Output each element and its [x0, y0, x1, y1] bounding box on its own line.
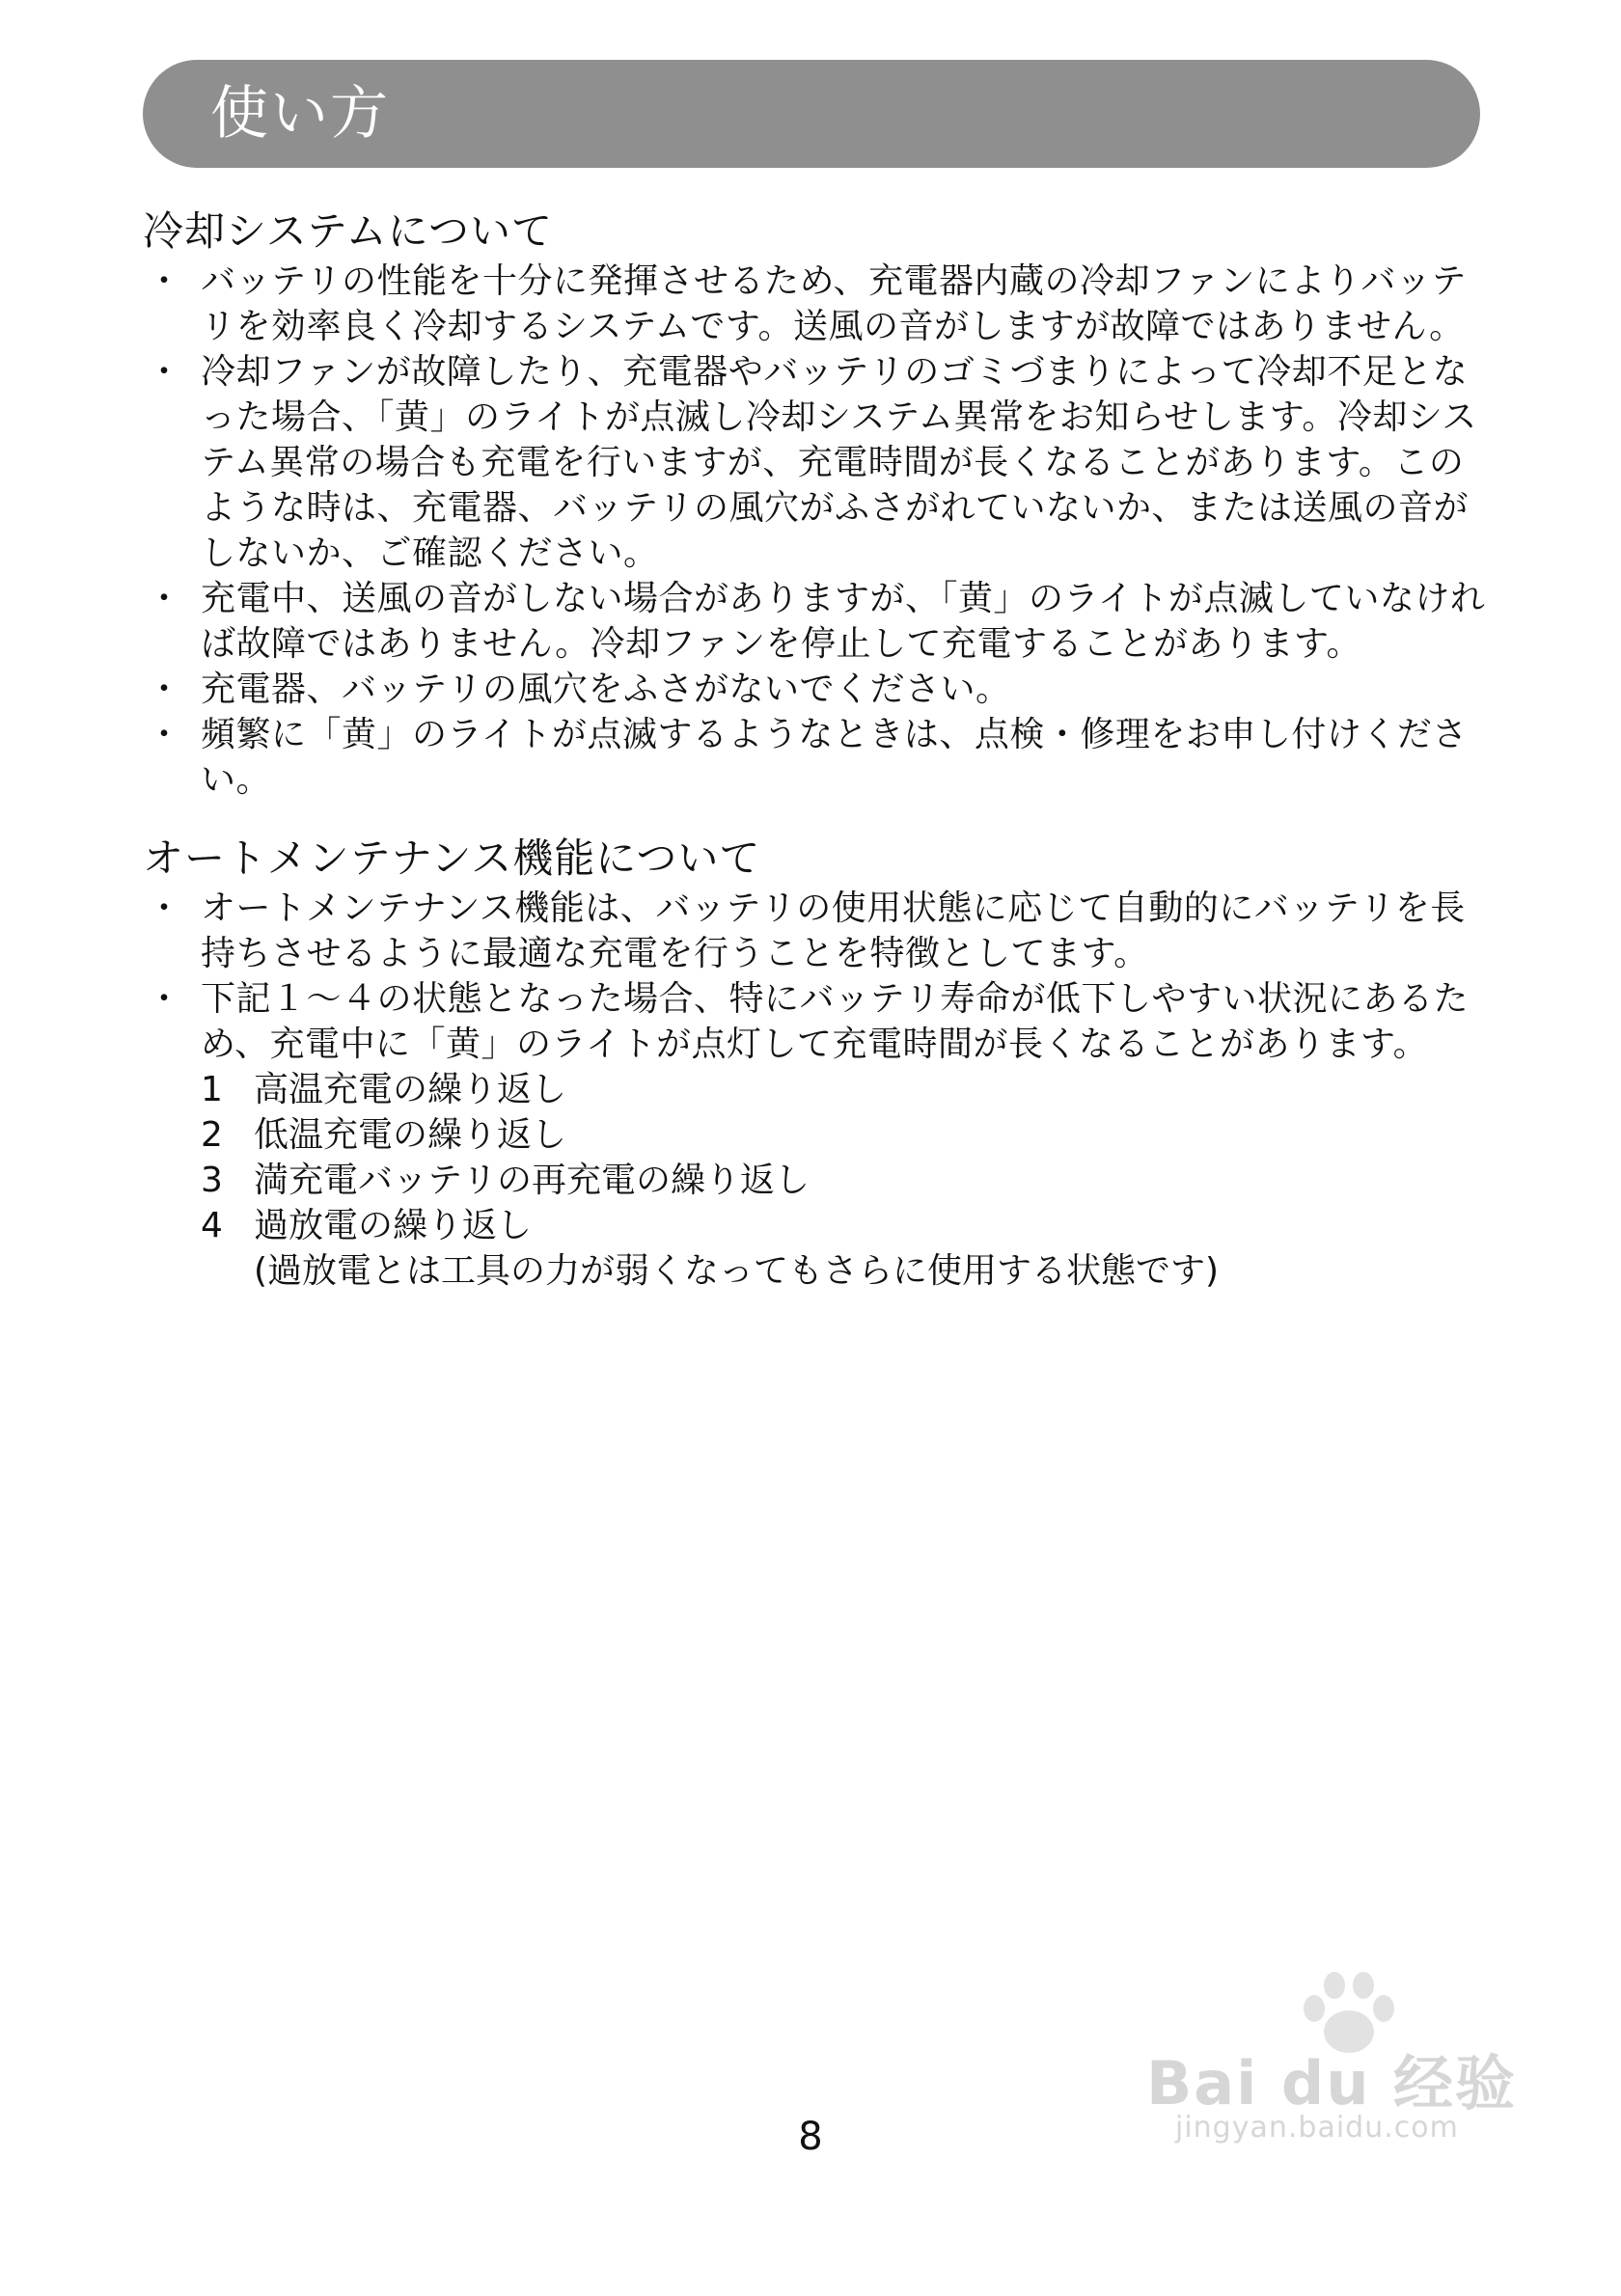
condition-text: 満充電バッテリの再充電の繰り返し	[254, 1161, 810, 1200]
watermark-url: jingyan.baidu.com	[1175, 2111, 1459, 2145]
list-item	[143, 576, 1486, 667]
bullet-marker: ・	[147, 352, 182, 392]
list-item-text: オートメンテナンス機能は、バッテリの使用状態に応じて自動的にバッテリを長持ちさせるように最適な充電を行うことを特徴としてます。	[201, 888, 1466, 973]
list-item-text: 頻繁に「黄」のライトが点滅するようなときは、点検・修理をお申し付けください。	[201, 715, 1468, 800]
list-item	[143, 712, 1486, 803]
condition-text: 過放電の繰り返し	[254, 1206, 533, 1245]
list-item-text: バッテリの性能を十分に発揮させるため、充電器内蔵の冷却ファンによりバッテリを効率良く冷却するシステムです。送風の音がしますが故障ではありません。	[201, 261, 1467, 346]
condition-number: 3	[201, 1161, 223, 1200]
condition-number: 4	[201, 1206, 223, 1245]
condition-item	[143, 1203, 1486, 1248]
list-item	[143, 667, 1486, 712]
bullet-list	[143, 259, 1486, 803]
list-item	[143, 886, 1486, 976]
condition-item	[143, 1112, 1486, 1158]
list-item	[143, 259, 1486, 349]
bullet-marker: ・	[147, 670, 182, 709]
list-item	[143, 976, 1486, 1067]
condition-item	[143, 1158, 1486, 1203]
bullet-marker: ・	[147, 888, 182, 928]
over-discharge-note: (過放電とは工具の力が弱くなってもさらに使用する状態です)	[254, 1251, 1220, 1291]
main-content	[143, 205, 1486, 1294]
watermark-logo: Bai du 经验	[1146, 2048, 1518, 2118]
section-header-bar	[143, 60, 1480, 168]
list-item	[143, 349, 1486, 576]
cooling-system-section	[143, 205, 1486, 803]
section-heading: オートメンテナンス機能について	[143, 834, 761, 882]
list-item-text: 充電中、送風の音がしない場合がありますが、「黄」のライトが点滅していなければ故障ではありません。冷却ファンを停止して充電することがあります。	[201, 579, 1486, 664]
page-number: 8	[798, 2115, 823, 2159]
condition-number: 1	[201, 1070, 223, 1109]
list-item-text: 下記１～４の状態となった場合、特にバッテリ寿命が低下しやすい状況にあるため、充電中に「黄」のライトが点灯して充電時間が長くなることがあります。	[201, 979, 1470, 1064]
bullet-marker: ・	[147, 979, 182, 1019]
list-item-text: 冷却ファンが故障したり、充電器やバッテリのゴミづまりによって冷却不足となった場合、「黄」のライトが点滅し冷却システム異常をお知らせします。冷却システム異常の場合も充電を行いますが、充電時間が長くなることがあります。このような時は、充電器、バッテリの風穴がふさがれていないか、または送風の音がしないか、ご確認ください。	[201, 352, 1477, 573]
condition-text: 高温充電の繰り返し	[254, 1070, 567, 1109]
page-title: 使い方	[210, 80, 390, 148]
section-heading: 冷却システムについて	[143, 207, 553, 255]
bullet-marker: ・	[147, 261, 182, 301]
condition-text: 低温充電の繰り返し	[254, 1115, 567, 1155]
condition-list	[143, 1067, 1486, 1248]
bullet-list	[143, 886, 1486, 1067]
condition-number: 2	[201, 1115, 223, 1155]
bullet-marker: ・	[147, 579, 182, 618]
auto-maintenance-section	[143, 832, 1486, 1294]
condition-item	[143, 1067, 1486, 1112]
bullet-marker: ・	[147, 715, 182, 754]
list-item-text: 充電器、バッテリの風穴をふさがないでください。	[201, 670, 1011, 709]
